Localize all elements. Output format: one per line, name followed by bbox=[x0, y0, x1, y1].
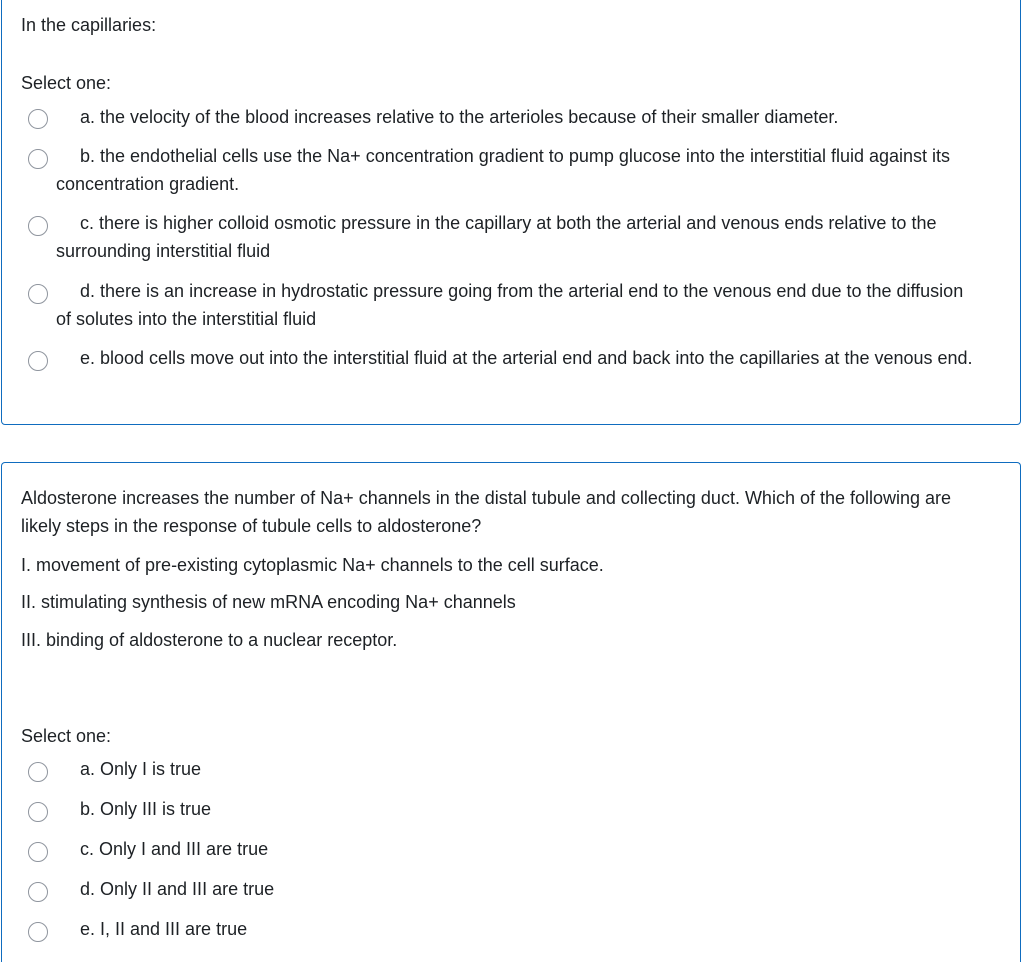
question-1-select-label: Select one: bbox=[21, 73, 112, 93]
radio-button[interactable] bbox=[28, 802, 48, 822]
option-label[interactable]: d. Only II and III are true bbox=[80, 879, 275, 899]
radio-button[interactable] bbox=[28, 882, 48, 902]
radio-button[interactable] bbox=[28, 109, 48, 129]
radio-button[interactable] bbox=[28, 762, 48, 782]
question-2-statement-1: I. movement of pre-existing cytoplasmic Na+ channels to the cell surface. bbox=[21, 555, 604, 575]
question-2-intro: Aldosterone increases the number of Na+ channels in the distal tubule and collecting duct. Which of the following are likely steps in the response of tubule cells to aldosterone? bbox=[21, 488, 952, 536]
radio-button[interactable] bbox=[28, 284, 48, 304]
question-card-1 bbox=[1, 0, 1021, 425]
radio-button[interactable] bbox=[28, 842, 48, 862]
option-label[interactable]: e. blood cells move out into the interstitial fluid at the arterial end and back into the capillaries at the venous end. bbox=[80, 348, 973, 368]
question-2-statement-3: III. binding of aldosterone to a nuclear receptor. bbox=[21, 630, 398, 650]
option-label[interactable]: b. Only III is true bbox=[80, 799, 212, 819]
radio-button[interactable] bbox=[28, 149, 48, 169]
question-2-select-label: Select one: bbox=[21, 726, 112, 746]
radio-button[interactable] bbox=[28, 922, 48, 942]
option-label[interactable]: b. the endothelial cells use the Na+ concentration gradient to pump glucose into the interstitial fluid against its concentration gradient. bbox=[56, 146, 951, 194]
option-label[interactable]: c. Only I and III are true bbox=[80, 839, 269, 859]
question-1-prompt: In the capillaries: bbox=[21, 15, 157, 35]
question-card-2 bbox=[1, 462, 1021, 962]
option-label[interactable]: a. Only I is true bbox=[80, 759, 202, 779]
radio-button[interactable] bbox=[28, 216, 48, 236]
radio-button[interactable] bbox=[28, 351, 48, 371]
option-label[interactable]: d. there is an increase in hydrostatic pressure going from the arterial end to the venous end due to the diffusion of solutes into the interstitial fluid bbox=[56, 281, 964, 329]
option-label[interactable]: c. there is higher colloid osmotic pressure in the capillary at both the arterial and venous ends relative to the surrounding interstitial fluid bbox=[56, 213, 937, 261]
question-2-statement-2: II. stimulating synthesis of new mRNA encoding Na+ channels bbox=[21, 592, 516, 612]
option-label[interactable]: a. the velocity of the blood increases relative to the arterioles because of their smaller diameter. bbox=[80, 107, 839, 127]
option-label[interactable]: e. I, II and III are true bbox=[80, 919, 248, 939]
